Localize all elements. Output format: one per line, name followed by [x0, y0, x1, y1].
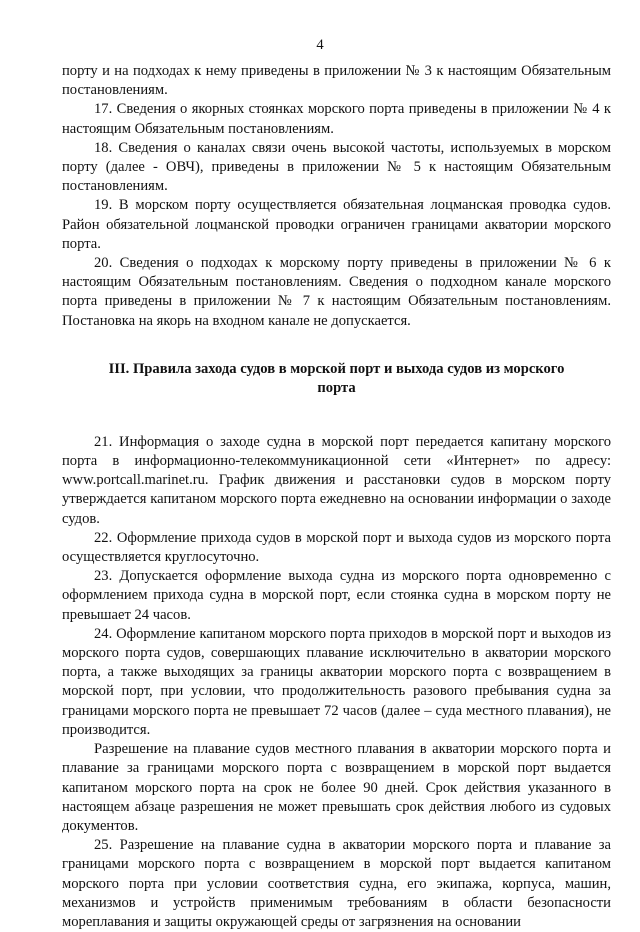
paragraph-continuation: порту и на подходах к нему приведены в приложении № 3 к настоящим Обязательным постановлениям. [62, 63, 611, 99]
paragraph-24: 24. Оформление капитаном морского порта приходов в морской порт и выходов из морского порта судов, совершающих плавание исключительно в акватории морского порта, а также выходящих за границы акватории морского порта с возвращением в морской порт, при условии, что продолжительность разового пребывания судна за границами морского порта не превышает 72 часов (далее – суда местного плавания), не производится. [62, 625, 611, 738]
paragraph-18: 18. Сведения о каналах связи очень высокой частоты, используемых в морском порту (далее - ОВЧ), приведены в приложении № 5 к настоящим Обязательным постановлениям. [62, 139, 611, 195]
document-body [62, 62, 611, 932]
section-heading: III. Правила захода судов в морской порт и выхода судов из морского порта [108, 360, 565, 397]
paragraph-25: 25. Разрешение на плавание судна в акватории морского порта и плавание за границами морского порта с возвращением в морской порт выдается капитаном морского порта при условии соответствия судна, его экипажа, корпуса, машин, механизмов и устройств применимым требованиям в области безопасности мореплавания и защиты окружающей среды от загрязнения на основании [62, 837, 611, 930]
paragraph-24-second: Разрешение на плавание судов местного плавания в акватории морского порта и плавание за границами морского порта с возвращением в морской порт выдается капитаном морского порта на срок не более 90 дней. Срок действия указанного в настоящем абзаце разрешения не может превышать срок действия любого из судовых документов. [62, 741, 611, 834]
paragraph-20: 20. Сведения о подходах к морскому порту приведены в приложении № 6 к настоящим Обязательным постановлениям. Сведения о подходном канале морского порта приведены в приложении № 7 к настоящим Обязательным постановлениям. Постановка на якорь на входном канале не допускается. [62, 255, 611, 329]
paragraph-22: 22. Оформление прихода судов в морской порт и выхода судов из морского порта осуществляется круглосуточно. [62, 529, 611, 566]
paragraph-17: 17. Сведения о якорных стоянках морского порта приведены в приложении № 4 к настоящим Обязательным постановлениям. [62, 101, 611, 137]
paragraph-21: 21. Информация о заходе судна в морской порт передается капитану морского порта в информационно-телекоммуникационной сети «Интернет» по адресу: www.portcall.marinet.ru. График движения и расстановки судов в морском порту утверждается капитаном морского порта ежедневно на основании информации о заходе судов. [62, 433, 611, 527]
paragraph-19: 19. В морском порту осуществляется обязательная лоцманская проводка судов. Район обязательной лоцманской проводки ограничен границами акватории морского порта. [62, 197, 611, 252]
page-number: 4 [316, 37, 324, 53]
paragraph-23: 23. Допускается оформление выхода судна из морского порта одновременно с оформлением прихода судна в морской порт, если стоянка судна в морском порту не превышает 24 часов. [62, 568, 611, 623]
